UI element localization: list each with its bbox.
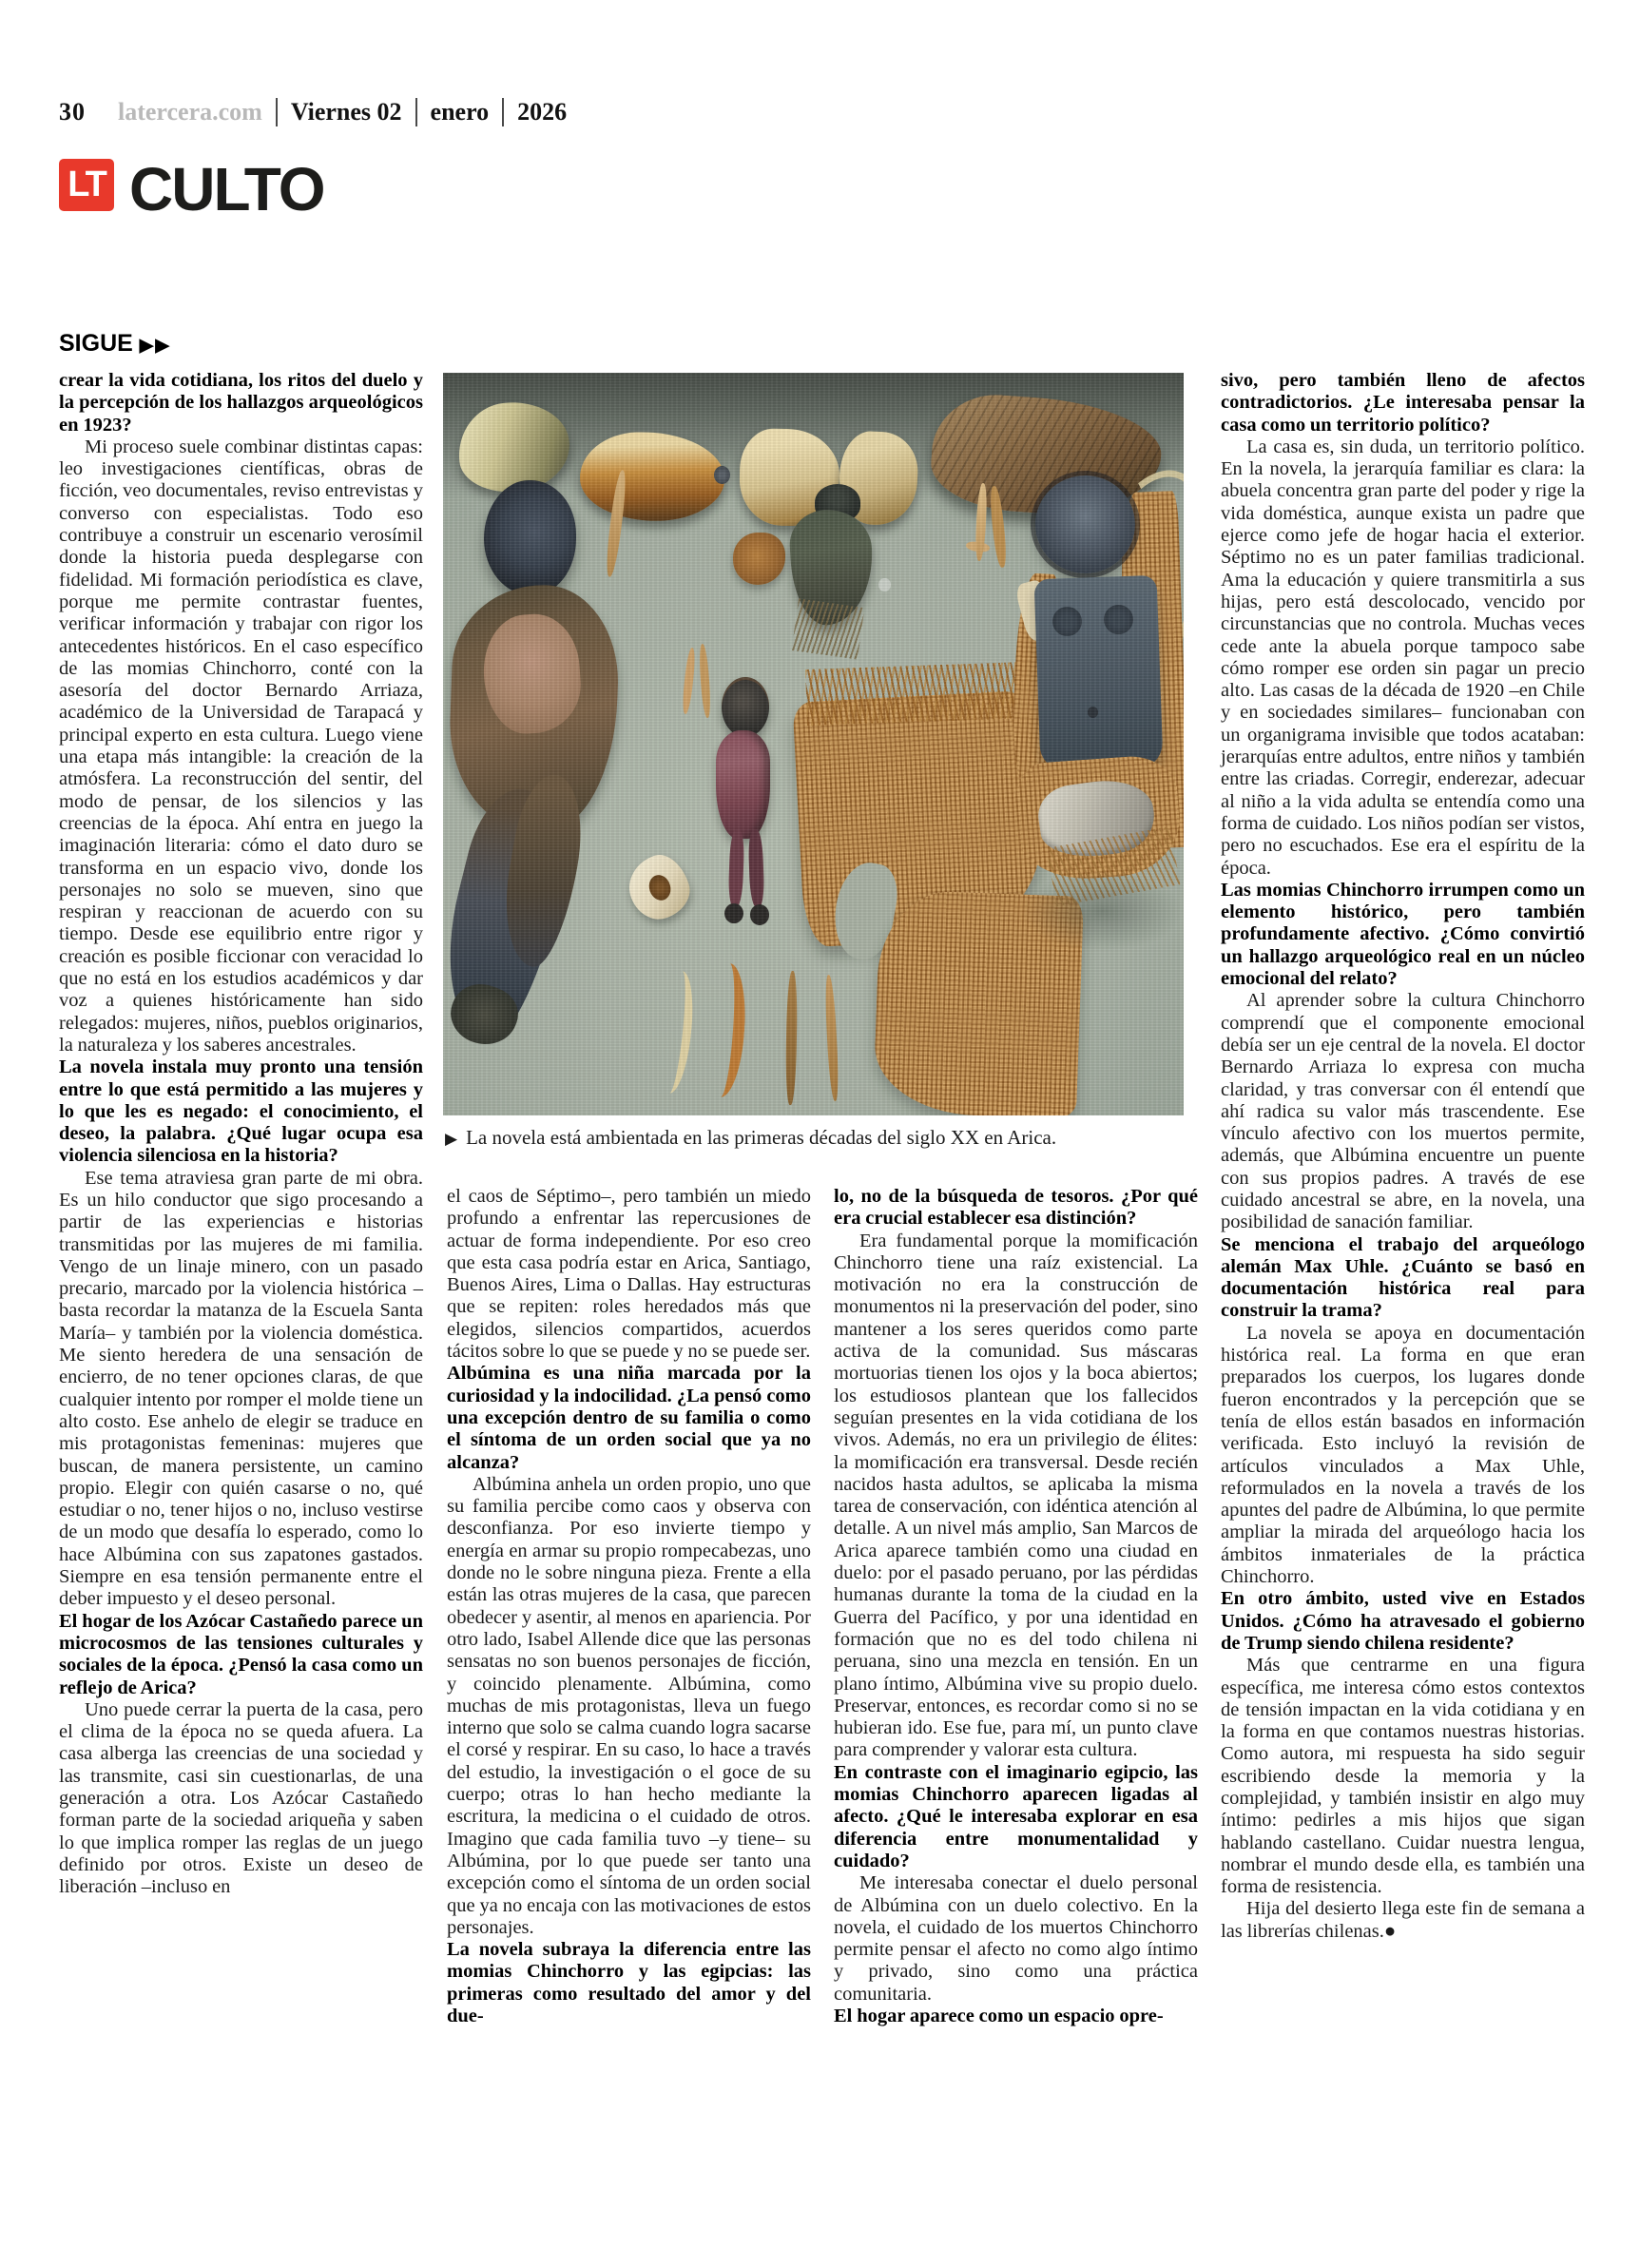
paragraph: La novela instala muy pronto una tensión entre lo que está permitido a las mujeres y lo que les es negado: el conocimiento, el deseo, la palabra. ¿Qué lugar ocupa esa violencia silenciosa en la historia?: [59, 1056, 423, 1167]
paragraph: Ese tema atraviesa gran parte de mi obra. Es un hilo conductor que sigo procesando a partir de las experiencias e historias transmitidas por las mujeres de mi familia. Vengo de un linaje minero, con un pasado precario, marcado por la violencia histórica –basta recordar la matanza de la Escuela Santa María– y también por la violencia doméstica. Me siento heredera de una sensación de encierro, de no tener opciones claras, de que cualquier intento por romper el molde tiene un alto costo. Ese anhelo de elegir se traduce en mis protagonistas femeninas: mujeres que buscan, de manera persistente, un camino propio. Elegir con quién casarse o no, qué estudiar o no, tener hijos o no, incluso vestirse de un modo que desafía lo esperado, como lo hace Albúmina con sus zapatones gastados. Siempre en esa tensión permanente entre el deber impuesto y el deseo personal.: [59, 1167, 423, 1610]
header-month: enero: [430, 98, 490, 126]
forward-arrows-icon: ▶▶: [139, 336, 172, 356]
photo-grain-overlay: [443, 373, 1184, 1115]
header-weekday: Viernes 02: [290, 98, 402, 126]
paragraph: sivo, pero también lleno de afectos contradictorios. ¿Le interesaba pensar la casa como un territorio político?: [1221, 370, 1585, 436]
paragraph: Albúmina anhela un orden propio, uno que su familia percibe como caos y observa con desconfianza. Por eso invierte tiempo y energía en armar su propio rompecabezas, uno donde no le sobre ninguna pieza. Frente a ella están las otras mujeres de la casa, que parecen obedecer y asentir, al menos en apariencia. Por otro lado, Isabel Allende dice que las personas sensatas no son buenos personajes de ficción, y coincido plenamente. Albúmina, como muchas de mis protagonistas, lleva un fuego interno que solo se calma cuando logra sacarse el corsé y respirar. En su caso, lo hace a través del estudio, la investigación o el goce de su cuerpo; otras lo han hecho mediante la escritura, la medicina o el cuidado de otros. Imagino que cada familia tuvo –y tiene– su Albúmina, por lo que puede ser tanto una excepción como el síntoma de un orden social que ya no encaja con las motivaciones de estos personajes.: [447, 1473, 811, 1938]
paragraph: Hija del desierto llega este fin de semana a las librerías chilenas.●: [1221, 1898, 1585, 1942]
paragraph: Me interesaba conectar el duelo personal de Albúmina con un duelo colectivo. En la novela, el cuidado de los muertos Chinchorro permite pensar el afecto no como algo íntimo y privado, sino como una práctica comunitaria.: [834, 1872, 1198, 2005]
paragraph: el caos de Séptimo–, pero también un miedo profundo a enfrentar las repercusiones de actuar de forma independiente. Por eso creo que esta casa podría estar en Arica, Santiago, Buenos Aires, Lima o Dallas. Hay estructuras que se repiten: roles heredados más que elegidos, silencios compartidos, acuerdos tácitos sobre lo que se puede y no se puede ser.: [447, 1186, 811, 1363]
lt-logo: [59, 159, 114, 211]
article-column-4: [1221, 370, 1585, 1943]
paragraph: lo, no de la búsqueda de tesoros. ¿Por qué era crucial establecer esa distinción?: [834, 1186, 1198, 1230]
paragraph: Mi proceso suele combinar distintas capas: leo investigaciones científicas, obras de ficción, veo documentales, reviso entrevistas y converso con especialistas. Todo eso contribuye a construir un escenario verosímil donde la historia pueda desplegarse con fidelidad. Mi formación periodística es clave, porque me permite contrastar fuentes, verificar información y trabajar con rigor los antecedentes históricos. En el caso específico de las momias Chinchorro, conté con la asesoría del doctor Bernardo Arriaza, académico de la Universidad de Tarapacá y principal experto en esta cultura. Luego viene una etapa más intangible: la creación de la atmósfera. La reconstrucción del sentir, del modo de pensar, de los silencios y las creencias de la época. Ahí entra en juego la imaginación literaria: cómo el dato duro se transforma en un espacio vivo, donde los personajes no solo se mueven, sino que respiran y reaccionan de acuerdo con su tiempo. Desde ese equilibrio entre rigor y creación es posible ficcionar con veracidad lo que no está en los estudios académicos y dar voz a quienes históricamente han sido relegados: mujeres, niños, pueblos originarios, la naturaleza y los saberes ancestrales.: [59, 436, 423, 1056]
article-column-3: [834, 1186, 1198, 2027]
paragraph: La novela se apoya en documentación histórica real. La forma en que eran preparados los cuerpos, los lugares donde fueron encontrados y la percepción que se tenía de ellos están basados en información verificada. Esto incluyó la revisión de artículos vinculados a Max Uhle, reformulados en la novela a través de los apuntes del padre de Albúmina, lo que permite ampliar la mirada del arqueólogo hacia los ámbitos inmateriales de la práctica Chinchorro.: [1221, 1322, 1585, 1588]
paragraph: La novela subraya la diferencia entre las momias Chinchorro y las egipcias: las primeras como resultado del amor y del due-: [447, 1939, 811, 2026]
paragraph: En contraste con el imaginario egipcio, las momias Chinchorro aparecen ligadas al afecto. ¿Qué le interesaba explorar en esa diferencia entre monumentalidad y cuidado?: [834, 1761, 1198, 1871]
paragraph: Uno puede cerrar la puerta de la casa, pero el clima de la época no se queda afuera. La casa alberga las creencias de una sociedad y las transmite, casi sin cuestionarlas, de una generación a otra. Los Azócar Castañedo forman parte de la sociedad ariqueña y saben lo que implica romper las reglas de un juego definido por otros. Existe un deseo de liberación –incluso en: [59, 1698, 423, 1898]
paragraph: Más que centrarme en una figura específica, me interesa cómo estos contextos de tensión impactan en la vida cotidiana y en la forma en que contamos nuestras historias. Como autora, mi respuesta ha sido seguir escribiendo desde la memoria y la complejidad, y también insistir en algo muy íntimo: pedirles a mis hijos que sigan hablando castellano. Cuidar nuestra lengua, nombrar el mundo desde ella, es también una forma de resistencia.: [1221, 1655, 1585, 1898]
mummies-photo: [443, 373, 1184, 1115]
paragraph: La casa es, sin duda, un territorio político. En la novela, la jerarquía familiar es clara: la abuela concentra gran parte del poder y rige la vida doméstica, aunque exista un padre que ejerce como jefe de hogar hacia el exterior. Séptimo no es un pater familias tradicional. Ama la educación y quiere transmitirla a sus hijas, pero está descolocado, vencido por circunstancias que no controla. Muchas veces cede ante la abuela porque tampoco sabe cómo romper ese orden sin pagar un precio alto. Las casas de la década de 1920 –en Chile y en sociedades similares– funcionaban con un organigrama invisible que todos acataban: jerarquías entre adultos, entre niños y también entre las criadas. Corregir, enderezar, adecuar al niño a la vida adulta se entendía como una forma de cuidado. Los niños podían ser vistos, pero no escuchados. Ese era el espíritu de la época.: [1221, 436, 1585, 879]
header-divider: [502, 98, 504, 126]
paragraph: El hogar aparece como un espacio opre-: [834, 2005, 1164, 2026]
paragraph: En otro ámbito, usted vive en Estados Unidos. ¿Cómo ha atravesado el gobierno de Trump siendo chilena residente?: [1221, 1588, 1585, 1654]
article-column-2: [447, 1186, 811, 2027]
paragraph: El hogar de los Azócar Castañedo parece un microcosmos de las tensiones culturales y sociales de la época. ¿Pensó la casa como un reflejo de Arica?: [59, 1610, 423, 1698]
page-number: 30: [59, 98, 86, 126]
page-header: [59, 96, 567, 128]
header-divider: [276, 98, 278, 126]
caption-arrow-icon: ▶: [445, 1130, 458, 1148]
site-url: latercera.com: [118, 98, 262, 126]
lt-logo-text: LT: [68, 165, 106, 204]
paragraph: Se menciona el trabajo del arqueólogo alemán Max Uhle. ¿Cuánto se basó en documentación histórica real para construir la trama?: [1221, 1233, 1585, 1322]
header-year: 2026: [517, 98, 568, 126]
continuation-marker: [59, 330, 171, 358]
photo-caption: [445, 1126, 1187, 1150]
section-title: CULTO: [129, 155, 324, 223]
header-divider: [415, 98, 417, 126]
continuation-label: SIGUE: [59, 330, 133, 357]
paragraph: Albúmina es una niña marcada por la curiosidad y la indocilidad. ¿La pensó como una excepción dentro de su familia o como el síntoma de un orden social que ya no alcanza?: [447, 1363, 811, 1473]
paragraph: Al aprender sobre la cultura Chinchorro comprendí que el componente emocional debía ser un eje central de la novela. El doctor Bernardo Arriaza lo expresa con mucha claridad, y tras conversar con él entendí que ahí radica su valor más trascendente. Ese vínculo afectivo con los muertos permite, además, que Albúmina encuentre un puente con sus propios padres. A través de ese cuidado ancestral se abre, en la novela, una posibilidad de sanación familiar.: [1221, 990, 1585, 1233]
article-column-1: [59, 370, 423, 1898]
paragraph: Las momias Chinchorro irrumpen como un elemento histórico, pero también profundamente afectivo. ¿Cómo convirtió un hallazgo arqueológico real en un núcleo emocional del relato?: [1221, 879, 1585, 990]
paragraph: Era fundamental porque la momificación Chinchorro tiene una raíz existencial. La motivación no era la construcción de monumentos ni la preservación del poder, sino mantener a los seres queridos como parte activa de la comunidad. Sus máscaras mortuorias tienen los ojos y la boca abiertos; los estudiosos plantean que los fallecidos seguían presentes en la vida cotidiana de los vivos. Además, no era un privilegio de élites: la momificación era transversal. Desde recién nacidos hasta adultos, se aplicaba la misma tarea de conservación, con idéntica atención al detalle. A un nivel más amplio, San Marcos de Arica aparece también como una ciudad en duelo: por el pasado peruano, por las pérdidas humanas durante la toma de la ciudad en la Guerra del Pacífico, y por una identidad en formación que no es del todo chilena ni peruana, sino una mezcla en tensión. En un plano íntimo, Albúmina vive su propio duelo. Preservar, entonces, es recordar como si no se hubieran ido. Ese fue, para mí, un punto clave para comprender y valorar esta cultura.: [834, 1230, 1198, 1761]
caption-text: La novela está ambientada en las primeras décadas del siglo XX en Arica.: [466, 1126, 1057, 1149]
paragraph: crear la vida cotidiana, los ritos del duelo y la percepción de los hallazgos arqueológicos en 1923?: [59, 370, 423, 436]
